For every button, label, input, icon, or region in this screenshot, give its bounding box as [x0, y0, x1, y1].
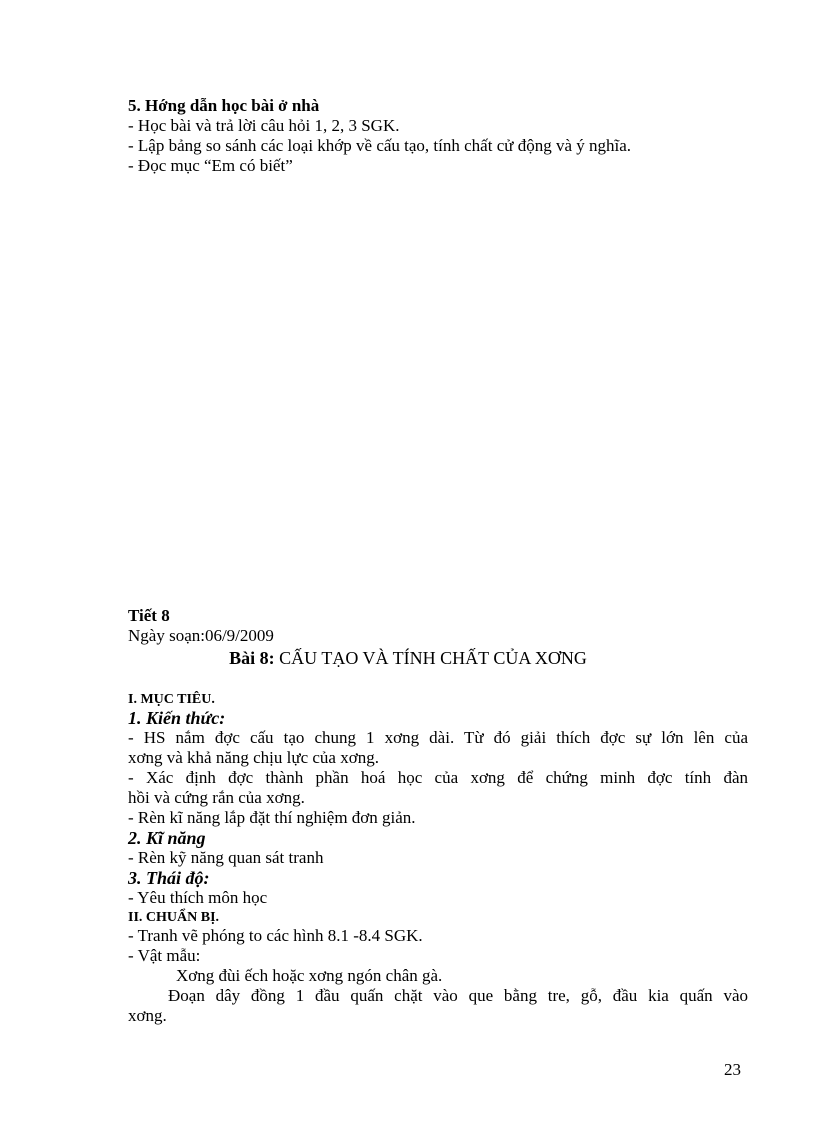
knowledge-line-2b: hồi và cứng rắn của xơng. — [128, 788, 305, 807]
preparation-line-4a: Đoạn dây đồng 1 đầu quấn chặt vào que bằng tre, gỗ, đầu kia quấn vào — [168, 986, 748, 1005]
knowledge-line-1b: xơng và khả năng chịu lực của xơng. — [128, 748, 379, 767]
homework-section — [128, 96, 748, 176]
homework-heading: 5. Hớng dẫn học bài ở nhà — [128, 96, 320, 115]
homework-line-3: - Đọc mục “Em có biết” — [128, 156, 293, 175]
preparation-line-1: - Tranh vẽ phóng to các hình 8.1 -8.4 SGK. — [128, 926, 423, 945]
knowledge-heading: 1. Kiến thức: — [128, 708, 226, 728]
homework-line-1: - Học bài và trả lời câu hỏi 1, 2, 3 SGK. — [128, 116, 400, 135]
knowledge-line-2a: - Xác định đợc thành phần hoá học của xơng để chứng minh đợc tính đàn — [128, 768, 748, 787]
attitude-line-1: - Yêu thích môn học — [128, 888, 268, 907]
lesson-period: Tiết 8 — [128, 606, 170, 625]
objectives-heading: I. MỤC TIÊU. — [128, 692, 215, 707]
preparation-section — [128, 910, 748, 1026]
homework-line-2: - Lập bảng so sánh các loại khớp về cấu tạo, tính chất cử động và ý nghĩa. — [128, 136, 632, 155]
preparation-heading: II. CHUẨN BỊ. — [128, 910, 220, 925]
preparation-line-3: Xơng đùi ếch hoặc xơng ngón chân gà. — [176, 966, 443, 985]
attitude-heading: 3. Thái độ: — [128, 868, 210, 888]
knowledge-line-1a: - HS nắm đợc cấu tạo chung 1 xơng dài. Từ đó giải thích đợc sự lớn lên của — [128, 728, 748, 747]
objectives-section — [128, 692, 748, 908]
preparation-line-4b: xơng. — [128, 1006, 167, 1025]
lesson-title — [0, 648, 816, 669]
preparation-line-2: - Vật mẫu: — [128, 946, 201, 965]
lesson-title-lead: Bài 8: — [229, 648, 275, 668]
lesson-date: Ngày soạn:06/9/2009 — [128, 626, 274, 645]
skills-line-1: - Rèn kỹ năng quan sát tranh — [128, 848, 324, 867]
lesson-header — [128, 606, 748, 646]
skills-heading: 2. Kĩ năng — [128, 828, 206, 848]
page-number: 23 — [724, 1060, 741, 1079]
knowledge-line-3: - Rèn kĩ năng lắp đặt thí nghiệm đơn giản. — [128, 808, 416, 827]
lesson-title-text: CẤU TẠO VÀ TÍNH CHẤT CỦA XƠNG — [274, 648, 587, 668]
